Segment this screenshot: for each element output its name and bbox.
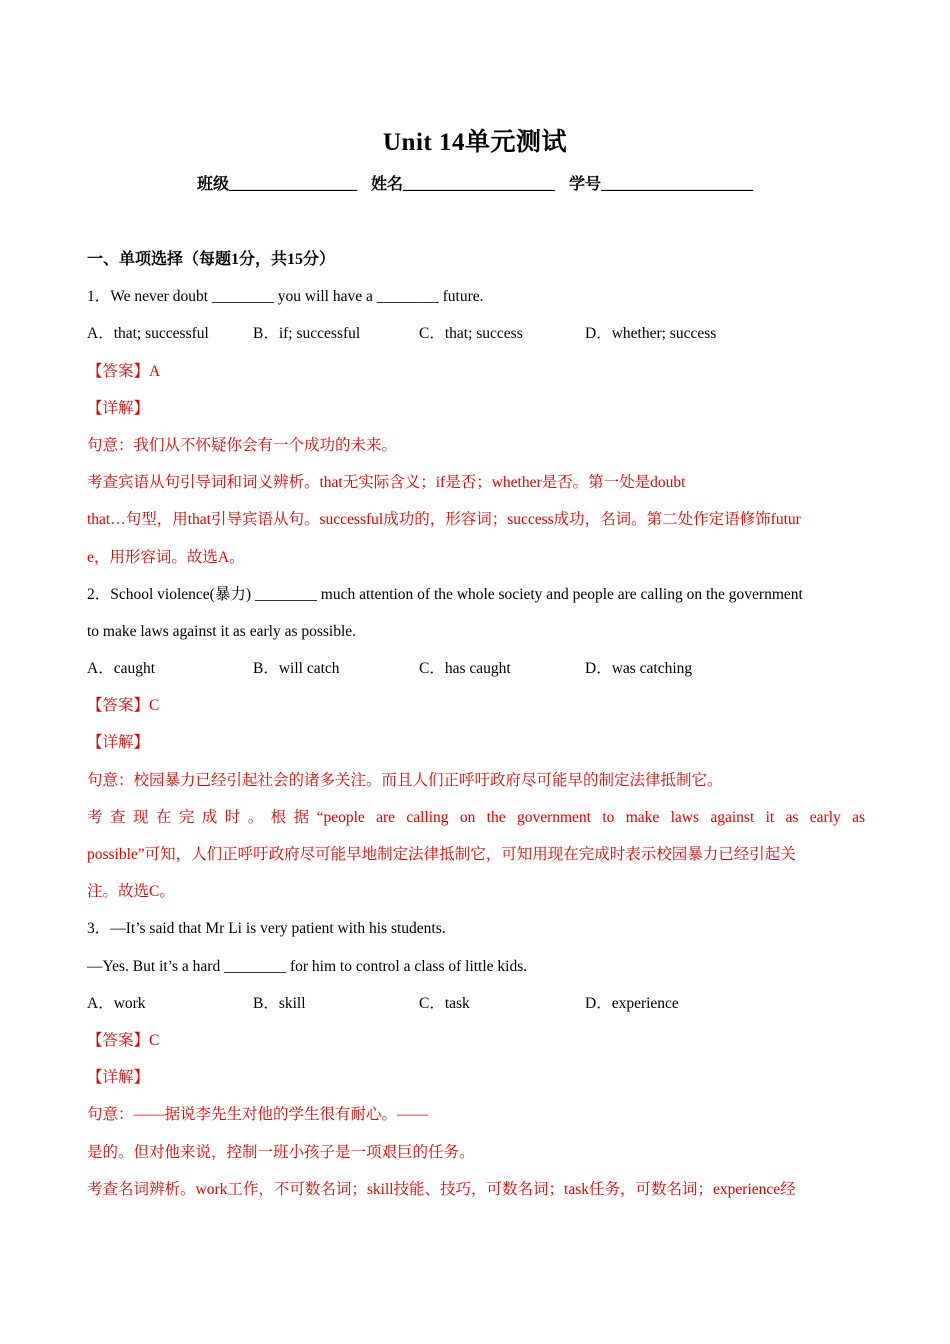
detail-line: 考查名词辨析。work工作，不可数名词；skill技能、技巧，可数名词；task任务，可数名词；experience经 bbox=[87, 1180, 796, 1198]
question-stem: —Yes. But it’s a hard ________ for him to control a class of little kids. bbox=[87, 957, 528, 975]
id-blank: ___________________ bbox=[601, 176, 754, 193]
document-title: Unit 14单元测试 bbox=[383, 129, 567, 156]
answer: 【答案】A bbox=[87, 362, 161, 380]
option-a: A．that; successful bbox=[87, 325, 209, 343]
question-2 bbox=[87, 576, 865, 911]
option-b: B．if; successful bbox=[253, 325, 361, 343]
detail-line: 句意：我们从不怀疑你会有一个成功的未来。 bbox=[87, 436, 398, 454]
question-options bbox=[87, 650, 865, 687]
option-c: C．task bbox=[419, 994, 470, 1012]
detail-line: 注。故选C。 bbox=[87, 883, 175, 901]
option-d: D．was catching bbox=[585, 660, 693, 678]
name-blank: ___________________ bbox=[403, 176, 555, 193]
option-d: D．whether; success bbox=[585, 325, 717, 343]
class-label: 班级 bbox=[196, 176, 229, 193]
option-d: D．experience bbox=[585, 994, 679, 1012]
question-options bbox=[87, 985, 865, 1022]
class-blank: ________________ bbox=[228, 176, 357, 193]
question-3 bbox=[87, 910, 865, 1208]
detail-line: that…句型，用that引导宾语从句。successful成功的，形容词；success成功，名词。第二处作定语修饰futur bbox=[87, 511, 801, 529]
student-info-line bbox=[0, 171, 950, 194]
section-heading: 一、单项选择（每题1分，共15分） bbox=[87, 251, 336, 268]
answer: 【答案】C bbox=[87, 1031, 160, 1049]
detail-label: 【详解】 bbox=[87, 734, 150, 752]
document-content bbox=[87, 241, 865, 1208]
question-stem: 2．School violence(暴力) ________ much attention of the whole society and people are calling on the government bbox=[87, 585, 803, 603]
name-label: 姓名 bbox=[370, 176, 403, 193]
option-b: B．will catch bbox=[253, 660, 340, 678]
answer: 【答案】C bbox=[87, 697, 160, 715]
question-options bbox=[87, 315, 865, 352]
detail-label: 【详解】 bbox=[87, 1069, 150, 1087]
option-c: C．that; success bbox=[419, 325, 523, 343]
question-stem: 3．—It’s said that Mr Li is very patient with his students. bbox=[87, 920, 446, 938]
id-label: 学号 bbox=[569, 176, 602, 193]
question-stem: 1．We never doubt ________ you will have a ________ future. bbox=[87, 288, 484, 306]
option-b: B．skill bbox=[253, 994, 306, 1012]
detail-line: e，用形容词。故选A。 bbox=[87, 548, 245, 566]
detail-line: 句意：——据说李先生对他的学生很有耐心。—— bbox=[87, 1106, 429, 1124]
detail-label: 【详解】 bbox=[87, 399, 150, 417]
detail-line: 考查宾语从句引导词和词义辨析。that无实际含义；if是否；whether是否。第一处是doubt bbox=[87, 474, 686, 492]
detail-line: 考查现在完成时。根据“people are calling on the government to make laws against it as early as bbox=[87, 808, 865, 826]
detail-line: possible”可知，人们正呼吁政府尽可能早地制定法律抵制它，可知用现在完成时表示校园暴力已经引起关 bbox=[87, 846, 796, 863]
detail-line: 是的。但对他来说，控制一班小孩子是一项艰巨的任务。 bbox=[87, 1143, 475, 1161]
detail-line: 句意：校园暴力已经引起社会的诸多关注。而且人们正呼吁政府尽可能早的制定法律抵制它。 bbox=[87, 771, 723, 789]
question-1 bbox=[87, 278, 865, 576]
question-stem: to make laws against it as early as possible. bbox=[87, 622, 357, 640]
option-a: A．caught bbox=[87, 660, 156, 678]
option-c: C．has caught bbox=[419, 660, 511, 678]
option-a: A．work bbox=[87, 994, 146, 1012]
